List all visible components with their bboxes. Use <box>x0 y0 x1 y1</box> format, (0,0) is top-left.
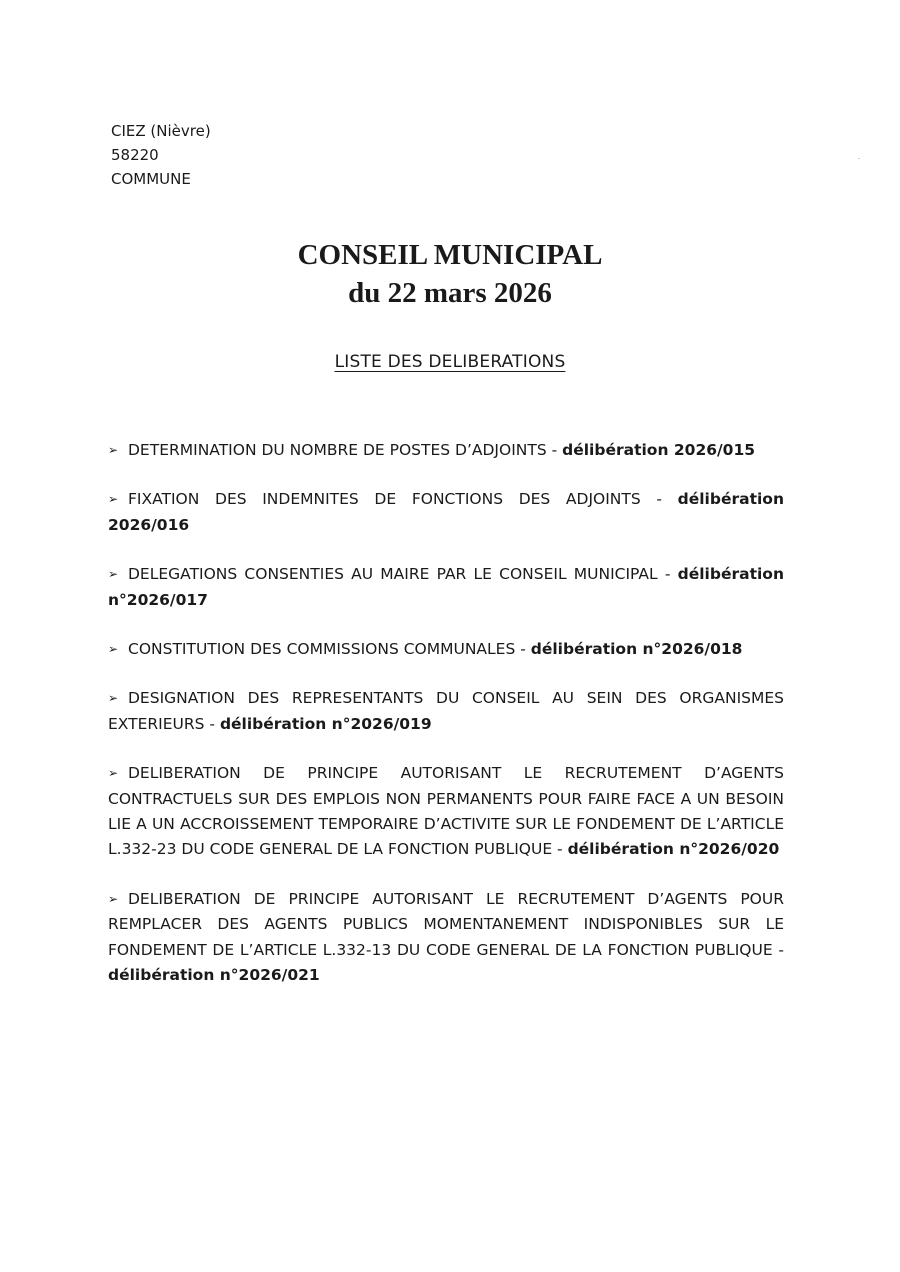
arrow-bullet-icon: ➢ <box>108 567 119 582</box>
deliberation-item <box>108 887 784 989</box>
title-line-2: du 22 mars 2026 <box>348 277 552 309</box>
deliberation-ref: délibération n°2026/018 <box>530 640 743 659</box>
title-line-1: CONSEIL MUNICIPAL <box>297 239 603 271</box>
deliberation-ref: délibération n°2026/020 <box>567 840 780 859</box>
entity-type: COMMUNE <box>111 170 191 188</box>
deliberation-item <box>108 487 784 538</box>
deliberation-ref: délibération n°2026/017 <box>108 565 784 609</box>
deliberation-text: DETERMINATION DU NOMBRE DE POSTES D’ADJOINTS - <box>128 441 563 459</box>
deliberation-ref: délibération n°2026/019 <box>219 714 432 733</box>
arrow-bullet-icon: ➢ <box>108 691 119 706</box>
deliberation-text: FIXATION DES INDEMNITES DE FONCTIONS DES ADJOINTS - <box>128 490 678 509</box>
commune-header <box>111 119 211 191</box>
deliberation-item <box>108 761 784 863</box>
deliberation-item <box>108 562 784 613</box>
deliberation-list <box>108 438 784 1013</box>
list-heading: LISTE DES DELIBERATIONS <box>334 352 566 372</box>
deliberation-text: DELIBERATION DE PRINCIPE AUTORISANT LE RECRUTEMENT D’AGENTS CONTRACTUELS SUR DES EMPLOIS NON PERMANENTS POUR FAIRE FACE A UN BESOIN LIE A UN ACCROISSEMENT TEMPORAIRE D’ACTIVITE SUR LE FONDEMENT DE L’ARTICLE L.332-23 DU CODE GENERAL DE LA FONCTION PUBLIQUE - <box>108 764 784 859</box>
scan-speck <box>858 158 860 159</box>
deliberation-ref: délibération 2026/016 <box>108 490 784 534</box>
deliberation-ref: délibération 2026/015 <box>562 441 756 459</box>
deliberation-item <box>108 438 784 463</box>
arrow-bullet-icon: ➢ <box>108 492 119 507</box>
commune-name: CIEZ (Nièvre) <box>111 122 211 140</box>
arrow-bullet-icon: ➢ <box>108 891 119 906</box>
deliberation-item <box>108 637 784 662</box>
deliberation-text: DESIGNATION DES REPRESENTANTS DU CONSEIL AU SEIN DES ORGANISMES EXTERIEURS - <box>108 689 784 733</box>
deliberation-ref: délibération n°2026/021 <box>108 966 320 985</box>
arrow-bullet-icon: ➢ <box>108 642 119 657</box>
document-title <box>0 236 900 312</box>
arrow-bullet-icon: ➢ <box>108 766 119 781</box>
deliberation-text: CONSTITUTION DES COMMISSIONS COMMUNALES - <box>128 640 531 659</box>
deliberation-item <box>108 686 784 737</box>
arrow-bullet-icon: ➢ <box>108 443 119 457</box>
postal-code: 58220 <box>111 146 159 164</box>
deliberation-text: DELIBERATION DE PRINCIPE AUTORISANT LE RECRUTEMENT D’AGENTS POUR REMPLACER DES AGENTS PUBLICS MOMENTANEMENT INDISPONIBLES SUR LE FONDEMENT DE L’ARTICLE L.332-13 DU CODE GENERAL DE LA FONCTION PUBLIQUE - <box>108 889 784 959</box>
deliberation-text: DELEGATIONS CONSENTIES AU MAIRE PAR LE CONSEIL MUNICIPAL - <box>128 565 678 584</box>
